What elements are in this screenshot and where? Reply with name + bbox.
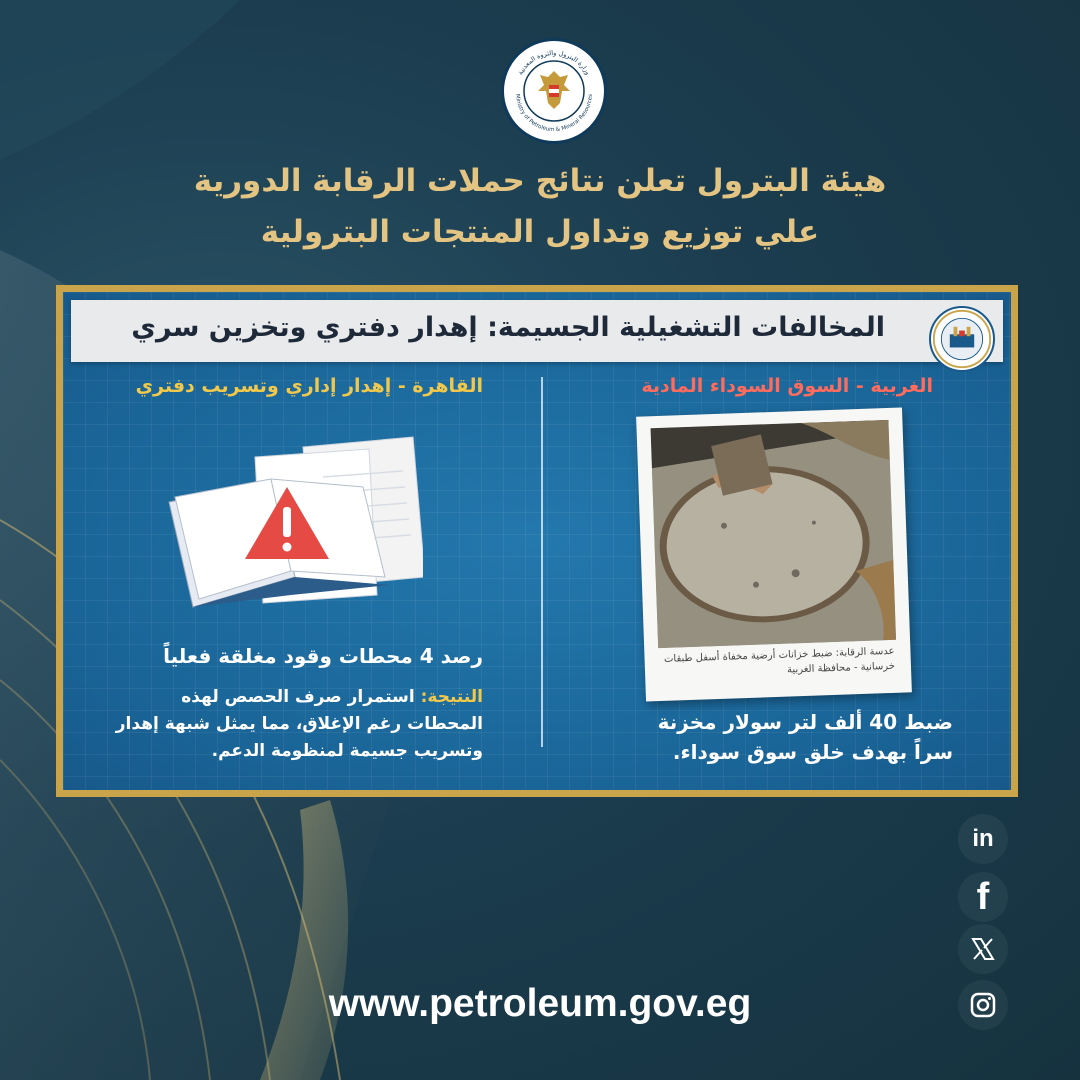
card-title-bar	[71, 300, 1003, 362]
right-section-heading: الغربية - السوق السوداء المادية	[641, 375, 933, 397]
linkedin-icon[interactable]: in	[958, 814, 1008, 864]
facebook-icon[interactable]: f	[958, 872, 1008, 922]
left-section-heading: القاهرة - إهدار إداري وتسريب دفتري	[135, 375, 483, 397]
authority-emblem-icon	[929, 306, 995, 372]
left-section-result	[103, 684, 483, 765]
documents-warning-illustration	[163, 427, 423, 627]
result-text: استمرار صرف الحصص لهذه المحطات رغم الإغلاق، مما يمثل شبهة إهدار وتسريب جسيمة لمنظومة الدعم.	[115, 687, 483, 761]
card-title: المخالفات التشغيلية الجسيمة: إهدار دفتري وتخزين سري	[131, 312, 885, 343]
eagle-emblem-icon	[504, 41, 604, 141]
website-url[interactable]: www.petroleum.gov.eg	[328, 982, 752, 1025]
column-divider	[541, 377, 543, 747]
photo-caption: عدسة الرقابة: ضبط خزانات أرضية مخفاة أسفل طبقات خرسانية - محافظة الغربية	[663, 645, 896, 676]
instagram-icon[interactable]	[958, 980, 1008, 1030]
svg-text:وزارة البترول والثروة المعدنية: وزارة البترول والثروة المعدنية	[516, 48, 592, 77]
evidence-photo	[651, 420, 897, 648]
left-section-stat: رصد 4 محطات وقود مغلقة فعلياً	[163, 644, 483, 668]
evidence-photo-frame	[636, 407, 912, 701]
x-icon[interactable]	[958, 924, 1008, 974]
result-label: النتيجة:	[420, 687, 483, 707]
headline-line-2: علي توزيع وتداول المنتجات البترولية	[260, 214, 820, 250]
ministry-logo	[501, 38, 607, 144]
headline-line-1: هيئة البترول تعلن نتائج حملات الرقابة الدورية	[193, 163, 887, 199]
svg-text:Ministry of Petroleum & Minera: Ministry of Petroleum & Mineral Resources	[513, 93, 595, 134]
info-card	[56, 285, 1018, 797]
right-section-body: ضبط 40 ألف لتر سولار مخزنة سراً بهدف خلق سوق سوداء.	[657, 710, 953, 764]
